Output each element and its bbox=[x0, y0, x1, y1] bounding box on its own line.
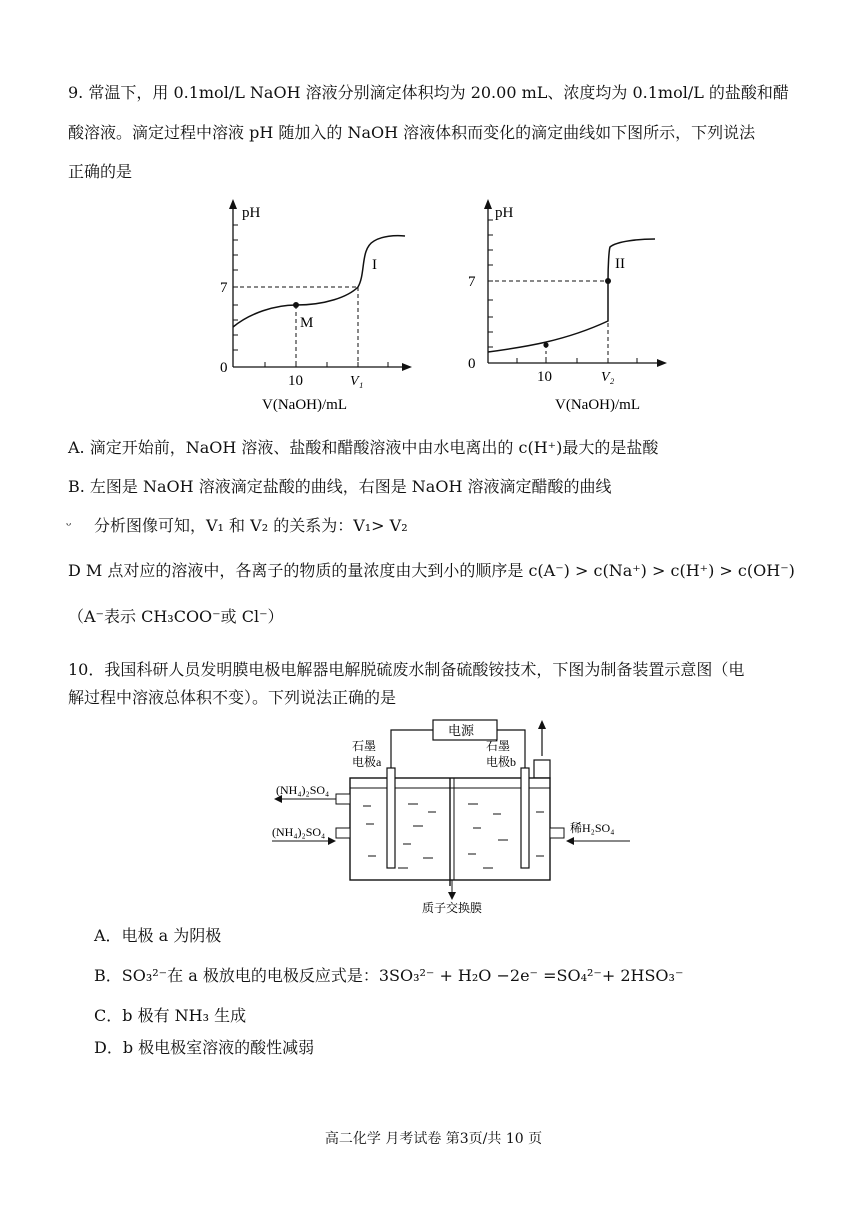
electrolysis-apparatus-diagram bbox=[268, 716, 638, 916]
electrode-a-label-1: 石墨 bbox=[352, 739, 377, 753]
left-port-bottom bbox=[336, 828, 350, 838]
x-tick-v2-label: V₂ bbox=[601, 370, 615, 385]
in-right-label: 稀H₂SO₄ bbox=[570, 821, 615, 835]
left-port-top bbox=[336, 794, 350, 804]
electrode-a-label-2: 电极a bbox=[352, 755, 382, 769]
q10-option-b: B．SO₃²⁻在 a 极放电的电极反应式是：3SO₃²⁻ + H₂O −2e⁻ =SO₄²⁻+ 2HSO₃⁻ bbox=[94, 966, 684, 985]
electrode-b bbox=[521, 768, 529, 868]
q10-option-c: C．b 极有 NH₃ 生成 bbox=[94, 1006, 247, 1025]
curve-label-II: II bbox=[615, 256, 625, 272]
curve-label-I: I bbox=[372, 257, 377, 273]
x-ticks bbox=[265, 362, 388, 367]
y-tick-7-label: 7 bbox=[220, 280, 228, 296]
q10-stem-line2: 解过程中溶液总体积不变）。下列说法正确的是 bbox=[68, 688, 397, 707]
q9-stem-line3: 正确的是 bbox=[68, 162, 133, 181]
point-M bbox=[293, 302, 299, 308]
titration-chart-right bbox=[455, 195, 695, 415]
q9-option-c: 分析图像可知，V₁ 和 V₂ 的关系为：V₁> V₂ bbox=[94, 516, 408, 535]
q9-note: （A⁻表示 CH₃COO⁻或 Cl⁻） bbox=[68, 607, 284, 626]
y-ticks bbox=[488, 220, 493, 347]
q9-stem-line1: 9. 常温下，用 0.1mol/L NaOH 溶液分别滴定体积均为 20.00 mL、浓度均为 0.1mol/L 的盐酸和醋 bbox=[68, 83, 789, 102]
point-M-label: M bbox=[300, 315, 314, 331]
page-footer: 高二化学 月考试卷 第3页/共 10 页 bbox=[324, 1131, 543, 1147]
x-tick-v1-label: V₁ bbox=[350, 374, 364, 389]
right-port bbox=[550, 828, 564, 838]
q9-option-c-marker: ᵕ bbox=[66, 518, 72, 534]
q9-option-a: A. 滴定开始前，NaOH 溶液、盐酸和醋酸溶液中由水电离出的 c(H⁺)最大的是盐酸 bbox=[68, 438, 659, 457]
q10-option-a: A．电极 a 为阴极 bbox=[94, 926, 222, 945]
origin-label: 0 bbox=[468, 356, 476, 372]
electrode-a bbox=[387, 768, 395, 868]
q9-option-b: B. 左图是 NaOH 溶液滴定盐酸的曲线，右图是 NaOH 溶液滴定醋酸的曲线 bbox=[68, 477, 612, 496]
power-supply-label: 电源 bbox=[448, 723, 475, 738]
in-left-label: (NH₄)₂SO₄ bbox=[272, 825, 326, 839]
electrode-b-label-1: 石墨 bbox=[486, 739, 511, 753]
x-tick-10-label: 10 bbox=[288, 373, 303, 389]
wire-a bbox=[391, 730, 433, 768]
point-10 bbox=[543, 342, 548, 347]
q9-stem-line2: 酸溶液。滴定过程中溶液 pH 随加入的 NaOH 溶液体积而变化的滴定曲线如下图所示，下列说法 bbox=[68, 123, 756, 142]
origin-label: 0 bbox=[220, 360, 228, 376]
x-axis-label: V(NaOH)/mL bbox=[555, 397, 640, 413]
y-axis-label: pH bbox=[242, 205, 261, 221]
q10-option-d: D．b 极电极室溶液的酸性减弱 bbox=[94, 1038, 315, 1057]
titration-chart-left bbox=[200, 195, 440, 415]
x-axis-arrow bbox=[402, 363, 412, 371]
x-axis-arrow bbox=[657, 359, 667, 367]
gas-outlet bbox=[534, 760, 550, 778]
titration-curve-I bbox=[233, 236, 405, 327]
y-axis-label: pH bbox=[495, 205, 514, 221]
out-left-label: (NH₄)₂SO₄ bbox=[276, 783, 330, 797]
q10-stem-line1: 10．我国科研人员发明膜电极电解器电解脱硫废水制备硫酸铵技术，下图为制备装置示意图（电 bbox=[68, 660, 745, 679]
x-ticks bbox=[517, 358, 637, 363]
y-tick-7-label: 7 bbox=[468, 274, 476, 290]
y-axis-arrow bbox=[484, 199, 492, 209]
point-equivalence bbox=[605, 278, 611, 284]
membrane-label: 质子交换膜 bbox=[422, 901, 483, 915]
x-axis-label: V(NaOH)/mL bbox=[262, 397, 347, 413]
x-tick-10-label: 10 bbox=[537, 369, 552, 385]
electrode-b-label-2: 电极b bbox=[486, 755, 517, 769]
titration-curve-II bbox=[488, 239, 655, 352]
y-axis-arrow bbox=[229, 199, 237, 209]
q9-option-d: D M 点对应的溶液中，各离子的物质的量浓度由大到小的顺序是 c(A⁻) > c(Na⁺) > c(H⁺) > c(OH⁻) bbox=[68, 561, 795, 580]
